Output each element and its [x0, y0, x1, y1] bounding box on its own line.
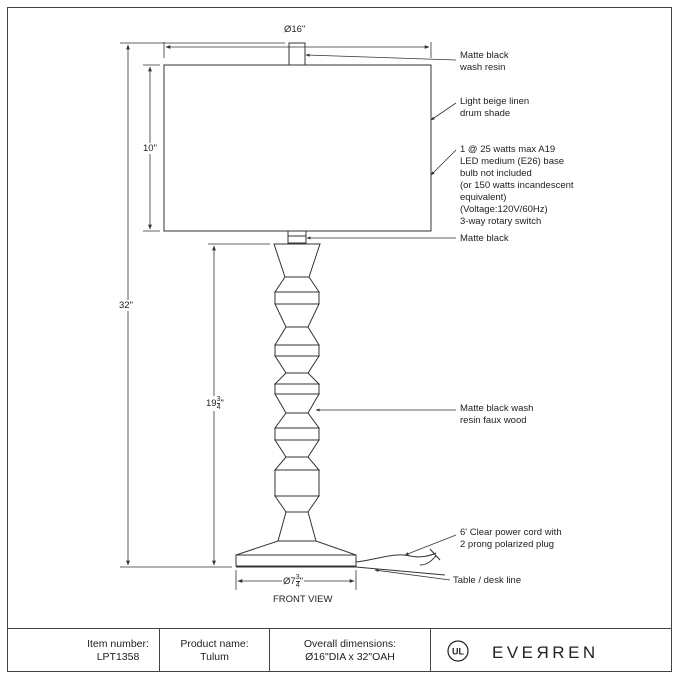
callout-body: Matte black wash resin faux wood — [460, 403, 534, 426]
info-bar — [7, 628, 672, 672]
overall-dimensions-label: Overall dimensions: — [303, 638, 397, 650]
socket — [288, 231, 306, 243]
item-number-cell — [7, 629, 160, 672]
base-dia-prefix: Ø7 — [283, 576, 296, 588]
callout-finial: Matte black wash resin — [460, 50, 509, 73]
item-number-value: LPT1358 — [96, 651, 140, 663]
overall-height-label: 32" — [119, 300, 133, 311]
view-label: FRONT VIEW — [273, 594, 333, 605]
svg-text:UL: UL — [452, 646, 464, 657]
base-height-whole: 19 — [206, 398, 217, 410]
base-height-den: 4 — [216, 404, 221, 411]
callout-table: Table / desk line — [453, 575, 522, 586]
product-name-cell — [160, 629, 270, 672]
drum-shade — [164, 65, 431, 231]
power-cord — [356, 553, 436, 562]
base-dia-num: 3 — [295, 574, 300, 581]
overall-dimensions-value: Ø16"DIA x 32"OAH — [305, 651, 395, 663]
lamp-base — [236, 541, 356, 566]
finial — [289, 43, 305, 65]
ul-certification-icon — [447, 640, 469, 662]
base-dia-den: 4 — [295, 582, 300, 589]
lamp-body — [274, 244, 320, 541]
base-height-label: 19 $\frac{3}{4}$ " — [206, 396, 224, 411]
brand-logo: EVEЯREN — [492, 643, 599, 662]
shade-width-label: Ø16" — [284, 24, 306, 35]
product-name-label: Product name: — [180, 638, 249, 650]
callout-shade: Light beige linen drum shade — [460, 96, 530, 119]
callout-bulb: 1 @ 25 watts max A19 LED medium (E26) base bulb not included (or 150 watts incandescent equivalent) (Voltage:120V/60Hz) 3-way rotary switch — [460, 144, 574, 227]
base-height-num: 3 — [216, 396, 221, 403]
shade-height-label: 10" — [143, 143, 157, 154]
callout-socket: Matte black — [460, 233, 509, 244]
item-number-label: Item number: — [87, 638, 149, 650]
base-dia-label: Ø7 $\frac{3}{4}$ " — [283, 574, 303, 589]
product-name-value: Tulum — [200, 651, 229, 663]
callout-cord: 6' Clear power cord with 2 prong polarized plug — [460, 527, 562, 550]
overall-dimensions-cell — [270, 629, 431, 672]
